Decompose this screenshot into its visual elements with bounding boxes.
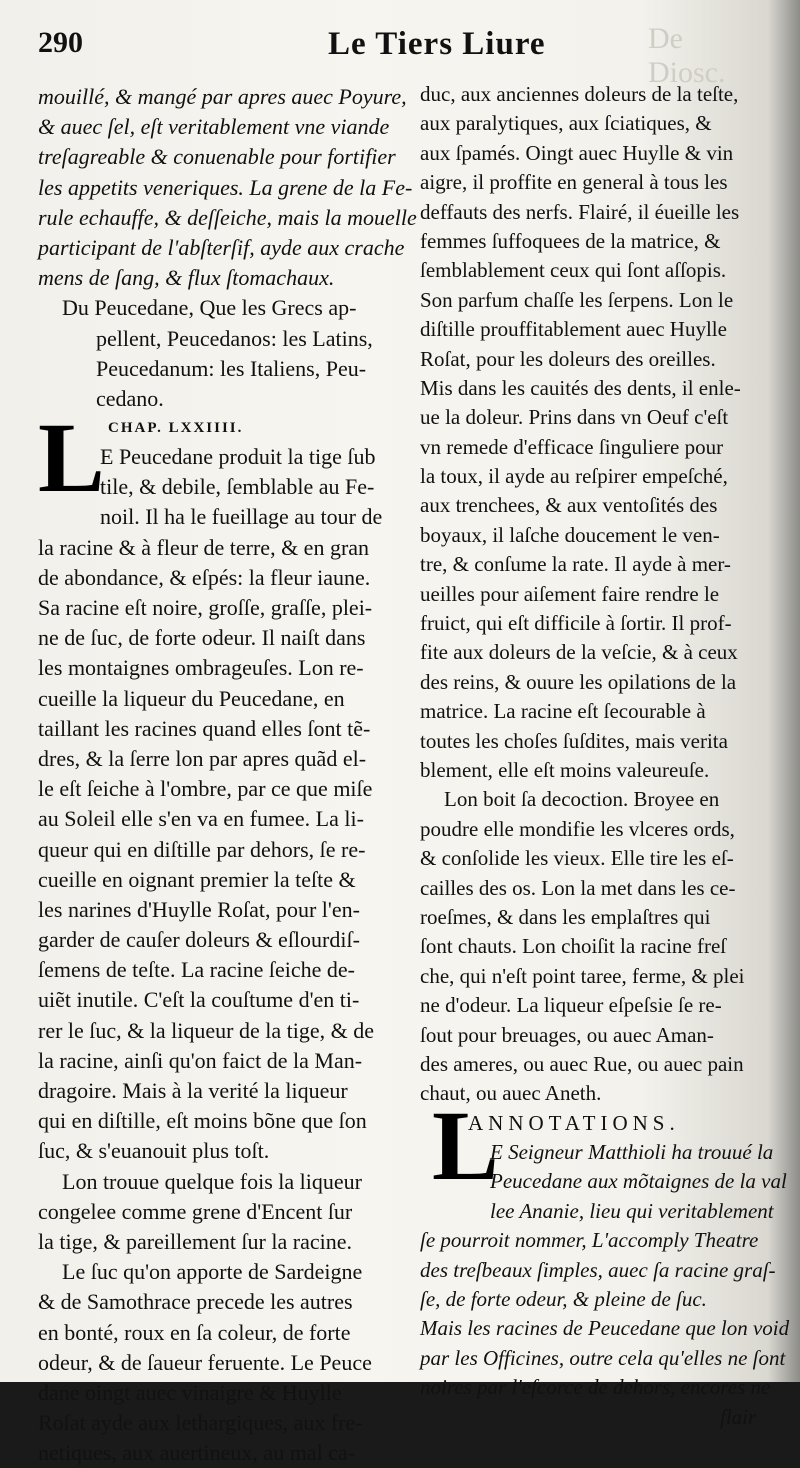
text-line: dane oingt auec vinaigre & Huylle	[38, 1379, 342, 1405]
text-line: les montaignes ombrageuſes. Lon re-	[38, 655, 364, 681]
text-line: le eſt ſeiche à l'ombre, par ce que miſe	[38, 776, 373, 802]
chapter-heading-line: pellent, Peucedanos: les Latins,	[96, 325, 373, 351]
drop-cap: L	[38, 402, 105, 513]
text-line: aigre, il proffite en general à tous les	[420, 170, 728, 195]
text-line: cueille la liqueur du Peucedane, en	[38, 685, 345, 711]
text-line: matrice. La racine eſt ſecourable à	[420, 699, 706, 724]
text-line: dres, & la ſerre lon par apres quãd el-	[38, 745, 367, 771]
annotation-line: E Seigneur Matthioli ha trouué la	[490, 1140, 774, 1165]
text-line: la tige, & pareillement ſur la racine.	[38, 1228, 352, 1254]
text-line: diſtille prouffitablement auec Huylle	[420, 317, 727, 342]
text-line: ueilles pour aiſement faire rendre le	[420, 581, 720, 606]
text-line: Le ſuc qu'on apporte de Sardeigne	[62, 1259, 363, 1285]
text-line: la toux, il ayde au reſpirer empeſché,	[420, 464, 728, 489]
annotation-line: Mais les racines de Peucedane que lon void	[420, 1316, 790, 1341]
text-line: de abondance, & eſpés: la fleur iaune.	[38, 564, 371, 590]
text-line: toutes les choſes ſuſdites, mais verita	[420, 728, 728, 753]
text-line: blement, elle eſt moins valeureuſe.	[420, 757, 710, 782]
text-line: participant de l'abſterſif, ayde aux crache	[38, 234, 405, 260]
annotation-line: des treſbeaux ſimples, auec ſa racine graſ-	[420, 1257, 776, 1282]
chapter-number: CHAP. LXXIIII.	[108, 420, 244, 437]
text-line: fite aux doleurs de la veſcie, & à ceux	[420, 640, 738, 665]
right-column	[420, 80, 790, 1432]
text-line: les appetits veneriques. La grene de la Fe-	[38, 174, 413, 200]
text-line: roeſmes, & dans les emplaſtres qui	[420, 904, 711, 929]
text-line: au Soleil elle s'en va en fumee. La li-	[38, 806, 364, 832]
text-line: ſout pour breuages, ou auec Aman-	[420, 1022, 714, 1047]
text-line: femmes ſuffoquees de la matrice, &	[420, 228, 721, 253]
text-line: taillant les racines quand elles ſont tẽ-	[38, 715, 371, 741]
annotation-line: noires par l'eſcorce de dehors, encores ne	[420, 1375, 771, 1400]
page-header	[38, 22, 758, 89]
text-line: cailles des os. Lon la met dans les ce-	[420, 875, 736, 900]
text-line: Son parfum chaſſe les ſerpens. Lon le	[420, 287, 734, 312]
text-line: ſemblablement ceux qui ſont aſſopis.	[420, 258, 727, 283]
left-column	[38, 82, 417, 1468]
text-line: Roſat, pour les doleurs des oreilles.	[420, 346, 716, 371]
text-line: Mis dans les cauités des dents, il enle-	[420, 375, 741, 400]
text-line: dragoire. Mais à la verité la liqueur	[38, 1078, 348, 1103]
text-line: boyaux, il laſche doucement le ven-	[420, 522, 720, 547]
page-number: 290	[38, 26, 83, 59]
text-line: qui en diſtille, eſt moins bõne que ſon	[38, 1108, 367, 1134]
text-line: tre, & conſume la rate. Il ayde à mer-	[420, 552, 731, 577]
text-line: ue la doleur. Prins dans vn Oeuf c'eſt	[420, 405, 729, 430]
text-line: aux paralytiques, aux ſciatiques, &	[420, 111, 712, 136]
text-line: congelee comme grene d'Encent ſur	[38, 1198, 353, 1224]
text-line: en bonté, roux en ſa coleur, de forte	[38, 1319, 351, 1345]
text-line: & conſolide les vieux. Elle tire les eſ-	[420, 846, 734, 871]
text-line: aux ſpamés. Oingt auec Huylle & vin	[420, 140, 734, 165]
text-line: ne de ſuc, de forte odeur. Il naiſt dans	[38, 625, 366, 651]
text-line: ſont chauts. Lon choiſit la racine freſ	[420, 934, 727, 959]
text-line: netiques, aux auertineux, au mal ca-	[38, 1440, 356, 1466]
text-line: ſemens de teſte. La racine ſeiche de-	[38, 957, 355, 983]
annotations-heading: ANNOTATIONS.	[468, 1110, 680, 1135]
text-line: ne d'odeur. La liqueur eſpeſsie ſe re-	[420, 993, 722, 1018]
chapter-heading-line: cedano.	[96, 385, 164, 411]
text-line: ſuc, & s'euanouit plus toſt.	[38, 1138, 270, 1164]
text-line: les narines d'Huylle Roſat, pour l'en-	[38, 896, 360, 922]
text-line: E Peucedane produit la tige ſub	[100, 444, 376, 470]
annotation-line: ſe pourroit nommer, L'accomply Theatre	[420, 1228, 759, 1253]
text-line: duc, aux anciennes doleurs de la teſte,	[420, 82, 739, 106]
text-line: queur qui en diſtille par dehors, ſe re-	[38, 836, 366, 862]
text-line: Lon boit ſa decoction. Broyee en	[444, 787, 720, 812]
annotation-line: par les Officines, outre cela qu'elles ne ſont	[420, 1345, 786, 1370]
text-line: poudre elle mondifie les vlceres ords,	[420, 816, 735, 841]
text-line: odeur, & de ſaueur feruente. Le Peuce	[38, 1349, 372, 1375]
facing-page-title: De Diosc.	[648, 22, 726, 89]
chapter-heading-line: Peucedanum: les Italiens, Peu-	[96, 355, 367, 381]
text-line: garder de cauſer doleurs & eſlourdiſ-	[38, 927, 360, 953]
text-line: des reins, & ouure les opilations de la	[420, 669, 737, 694]
annotation-line: lee Ananie, lieu qui veritablement	[490, 1198, 774, 1223]
text-line: deffauts des nerfs. Flairé, il éueille les	[420, 199, 740, 224]
text-line: che, qui n'eſt point taree, ferme, & plei	[420, 963, 745, 988]
text-line: la racine & à fleur de terre, & en gran	[38, 534, 370, 560]
text-line: aux trenchees, & aux ventoſités des	[420, 493, 718, 518]
annotation-line: Peucedane aux mõtaignes de la val	[490, 1169, 787, 1194]
text-line: chaut, ou auec Aneth.	[420, 1081, 602, 1106]
text-line: des ameres, ou auec Rue, ou auec pain	[420, 1051, 744, 1076]
text-line: mouillé, & mangé par apres auec Poyure,	[38, 84, 407, 109]
annotation-line: flair	[720, 1404, 757, 1429]
text-line: uiẽt inutile. C'eſt la couſtume d'en ti-	[38, 987, 360, 1013]
text-line: rule echauffe, & deſſeiche, mais la mouelle	[38, 204, 417, 230]
text-line: noil. Il ha le fueillage au tour de	[100, 504, 383, 530]
text-line: la racine, ainſi qu'on faict de la Man-	[38, 1047, 363, 1073]
text-line: fruict, qui eſt difficile à ſortir. Il prof-	[420, 611, 732, 636]
text-line: mens de ſang, & flux ſtomachaux.	[38, 265, 335, 291]
text-line: & de Samothrace precede les autres	[38, 1289, 353, 1315]
text-line: vn remede d'efficace ſinguliere pour	[420, 434, 724, 459]
text-line: Roſat ayde aux lethargiques, aux fre-	[38, 1410, 363, 1436]
text-line: tile, & debile, ſemblable au Fe-	[100, 474, 375, 500]
running-title: Le Tiers Liure	[328, 26, 546, 62]
chapter-heading-line: Du Peucedane, Que les Grecs ap-	[62, 295, 357, 321]
text-line: rer le ſuc, & la liqueur de la tige, & de	[38, 1017, 374, 1043]
text-line: cueille en oignant premier la teſte &	[38, 866, 356, 892]
text-line: treſagreable & conuenable pour fortifier	[38, 144, 396, 170]
drop-cap: L	[432, 1090, 499, 1201]
text-line: Lon trouue quelque fois la liqueur	[62, 1168, 362, 1194]
text-line: & auec ſel, eſt veritablement vne viande	[38, 114, 390, 140]
text-line: Sa racine eſt noire, groſſe, graſſe, plei-	[38, 595, 373, 620]
annotation-line: ſe, de forte odeur, & pleine de ſuc.	[420, 1287, 707, 1312]
